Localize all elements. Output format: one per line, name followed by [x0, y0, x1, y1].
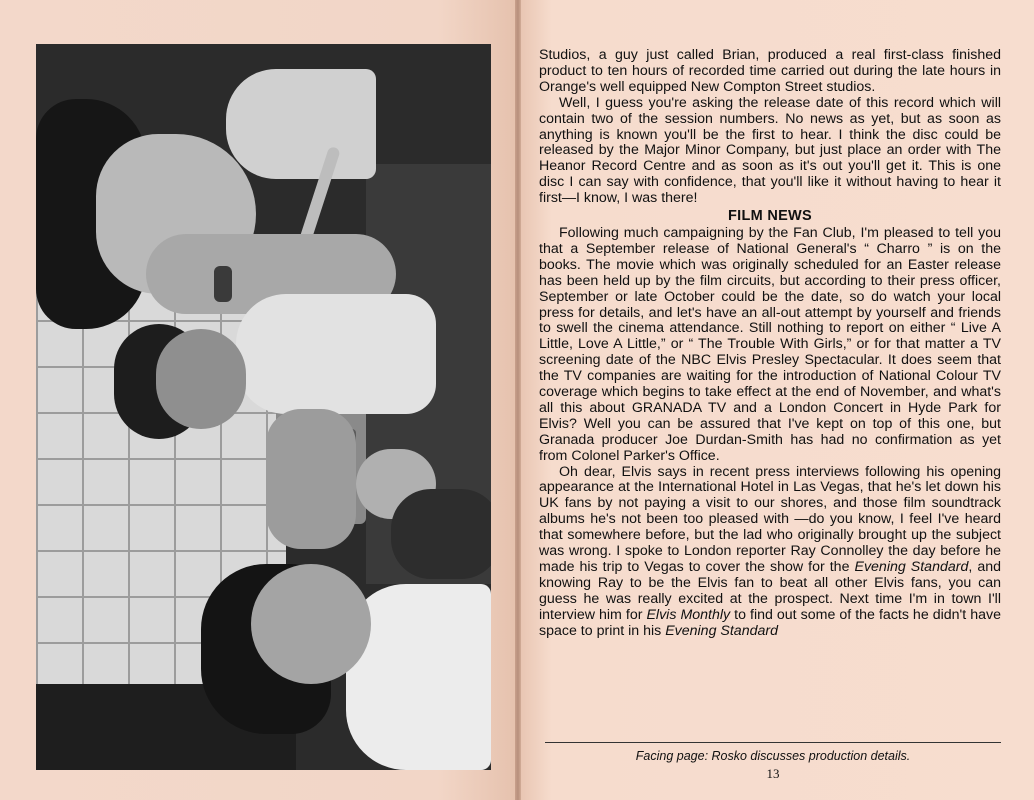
- studio-lamp: [226, 69, 376, 179]
- caption-divider: [545, 742, 1001, 743]
- publication-title: Evening Standard: [665, 622, 778, 639]
- publication-title: Evening Standard: [854, 559, 969, 575]
- article-body: [539, 48, 1001, 640]
- person-2-face: [156, 329, 246, 429]
- studio-photo: [36, 44, 491, 770]
- article-paragraph-3: Following much campaigning by the Fan Club, I'm pleased to tell you that a September release of National General's “ Charro ” is on the books. The movie which was originally scheduled for an Easter release has been held up by the film circuits, but according to their press officer, September or late October could be the date, so do watch your local press for details, and let's have an all-out attempt by yourself and friends to swell the cinema attendance. Still nothing to report on either “ Live A Little, Love A Little,” or “ The Trouble With Girls,” or for that matter a TV screening date of the NBC Elvis Presley Spectacular. It does seem that the TV companies are waiting for the introduction of National Colour TV coverage which begins to take effect at the end of November, and what's all this about GRANADA TV and a London Concert in Hyde Park for Elvis? Well you can be assured that I've kept on top of this one, but Granada producer Joe Durdan-Smith has had no confirmation as yet from Colonel Parker's Office.: [539, 224, 1001, 464]
- section-heading: FILM NEWS: [727, 208, 813, 225]
- wristwatch: [214, 266, 232, 302]
- article-paragraph-2: Well, I guess you're asking the release date of this record which will contain two of the session numbers. No news as yet, but as soon as anything is known you'll be the first to hear. I think the disc could be released by the Major Minor Company, but just place an order with The Heanor Record Centre and as soon as it's out you'll get it. This is one disc I can say with confidence, that you'll like it without having to hear it first—I know, I was there!: [539, 94, 1001, 207]
- photo-caption: Facing page: Rosko discusses production details.: [635, 749, 911, 763]
- paragraph-text: Oh dear, Elvis says in recent press interviews following his opening appearance at the International Hotel in Las Vegas, that he's let down his UK fans by not paying a visit to our shores, and those film soundtrack albums he's not been too pleased with —do you know, I feel I've heard that somewhere before, but the lad who originally brought up the subject was wrong. I spoke to London reporter Ray Connolley the day before he made his trip to Vegas to cover the show for the: [539, 463, 1001, 575]
- person-2-arm: [266, 409, 356, 549]
- person-3-arm: [391, 489, 491, 579]
- article-paragraph-1: Studios, a guy just called Brian, produced a real first-class finished product to ten hours of recorded time carried out during the late hours in Orange's well equipped New Compton Street studios.: [539, 47, 1001, 95]
- paragraph-text: , and knowing Ray to be the Elvis fan to beat all other Elvis fans, you can guess he was really excited at the prospect. Next time I'm in town I'll interview him for: [539, 559, 1001, 623]
- paragraph-text: to find out some of the facts he didn't have space to print in his: [539, 606, 1001, 639]
- page-number: 13: [766, 766, 780, 781]
- publication-title: Elvis Monthly: [646, 606, 731, 623]
- article-paragraph-4: [539, 465, 1001, 640]
- person-3-face: [251, 564, 371, 684]
- person-2-shirt: [236, 294, 436, 414]
